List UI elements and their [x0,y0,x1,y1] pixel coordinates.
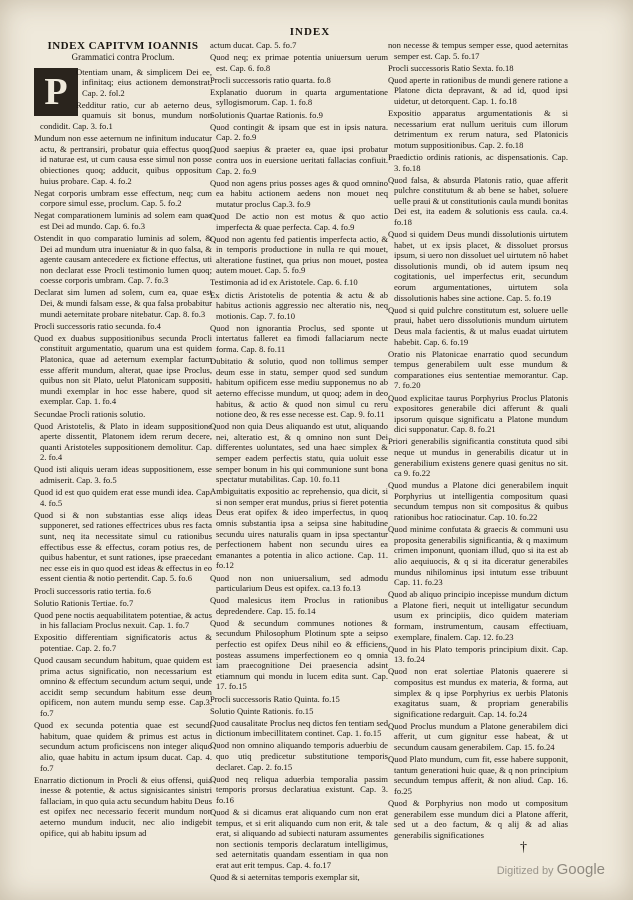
index-subtitle: Grammatici contra Proclum. [71,52,175,62]
cross-mark-icon: † [520,840,527,855]
index-entry: Dubitatio & solutio, quod non tollimus semper deum esse in statu, semper quod sed sundum habitum opificem esse mediu supponemus no ab aeterno effecisse mundum, ut quoq; adem in deo habitus, & actio & quod non simul cu reru notione deo, & res esse necesse est. Cap. 9. fo.11 [210,356,388,420]
index-entry: Quod non ignorantia Proclus, sed sponte ut intertatus falleret ea fimodi fallaciarum necte forma. Cap. 8. fo.11 [210,322,388,355]
index-entry: Quod non non uniuersalium, sed admodu particularium Deus est opifex. ca.13 fo.13 [210,572,388,594]
index-entry: Mundum non esse aeternum ne infinitum inducatur actu, & pertransiri, probatur quia effectus quoq; id naturae est, ut cum causa esse simul non posse obiectiones quoq; adducit, quibus oppositum huius probare. Cap. 4. fo.2 [34,133,212,186]
index-title: INDEX CAPITVM IOANNIS [47,40,199,52]
index-entry: Quod contingit & ipsam que est in ipsis natura. Cap. 2. fo.9 [210,121,388,143]
index-entry: Negat comparationem luminis ad solem eam quae est Dei ad mundo. Cap. 6. fo.3 [34,210,212,231]
index-entry: Quod ex duabus suppositionibus secunda Procli constituit argumentatio, quarum una est quidem Platonica, quae ad aeternum exemplar factum esse afferit mundum, alterat, quae ipse Proclus, quibus non sit Plato, uelut Platonicam suppositi, mundi exemplar in hoc esse habere, quod sit exemplar. Cap. 1. fo.4 [34,332,212,407]
index-entry: Quod pene noctis aequabilitatem potentiae, & actus in his fallaciam Proclus nexuit. Cap. 1. fo.7 [34,609,212,631]
index-entry: Quod minime confutata & graecis & communi usu proposita generabilis significantia, & q maximum crimen imponunt, quoniam illud, quo si ita est ab alio aequiuocis, & q si ita diceratur generabiles mundus nihilominus ipsi intutum esse tribuunt Cap. 11. fo.23 [388,524,568,588]
watermark-brand: Google [556,861,605,878]
index-entry: Quod non agens prius posses ages & quod omnino ea habitu actionem aedens non mouet neq mutatur proclus Cap.3. fo.9 [210,177,388,209]
index-entry: Quod & Porphyrius non modo ut compositum generabilem esse mundum dici a Platone afferit, sed ut a deo factum, & q alij & ad alias generabilis significationes [388,797,568,840]
index-entry: Quod malesicus item Proclus in rationibus depredendere. Cap. 15. fo.14 [210,595,388,616]
index-entry: Ostendit in quo comparatio luminis ad solem, & Dei ad mundum utra inueniatur & in quo falsa, & agente causam antecedere ex fictione effectus, uti non declarat esse Procli testimonio lumen quoq; coesse corporis umbram. Cap. 7. fo.3 [34,233,212,286]
column-entries [388,40,568,840]
index-entry: Quod Proclus mundum a Platone generabilem dici afferit, ut cum gignitur esse habeat, & ut secundum causam generabilem. Cap. 15. fo.24 [388,720,568,752]
column-entries [210,40,388,883]
index-entry: Quod & si aeternitas temporis exemplar sit, [210,872,360,883]
index-entry: Declarat sim lumen ad solem, cum ea, quae est Dei, & mundi falsam esse, & qua falsa probabitur mundi aeternitate probare nitebatur. Cap. 8. fo.3 [34,287,212,319]
index-entry: Otentiam unam, & simplicem Dei ee, infinitaq; eius actionem demonstrat. Cap. 2. fol.2 [76,66,212,98]
digitized-watermark [497,861,605,878]
index-entry: Quod si quid pulchre constitutum est, soluere uelle praui, habet uero dissolutionis mundum uirtutem Deus mala facientis, & ut malus euadat uirtutem habebit. Cap. 6. fo.19 [388,304,568,347]
index-entry: Quod Plato mundum, cum fit, esse habere supponit, tantum generationi huic quae, & q non principium secundum tempus afferit, & non aliud. Cap. 16. fo.25 [388,754,568,796]
index-entry: Procli successoris Ratio Quinta. fo.15 [210,693,340,704]
index-entry: Quod & si dicamus erat aliquando cum non erat tempus, et si erit aliquando cum non erit, & tale erat, si aliquando ad subiecti naturam assumentes non sectionis temporis declaratum intelligimus, sed aeternitatis quandam essentiam in qua non erat aut erit tempus. Cap. 4. fo.17 [210,806,388,870]
index-entry: Testimonia ad id ex Aristotele. Cap. 6. f.10 [210,277,358,288]
index-entry: Quod isti aliquis ueram ideas suppositionem, esse admiserit. Cap. 3. fo.5 [34,464,212,486]
index-column-3 [388,40,568,855]
index-entry: actum ducat. Cap. 5. fo.7 [210,40,297,50]
index-entry: Quod & secundum communes notiones & secundum Philosophum Plotinum spte a seipso perfectio est opifex Deus nihil eo & efficiens, posteas assumens imperfectionem eo q omnia iam praecognitione Dei praesencia adsint etiamnum qui mondu in lucem edita sunt. Cap. 17. fo.15 [210,617,388,692]
index-entry: Solutionis Quartae Rationis. fo.9 [210,109,323,120]
index-entry: Quod causam secundum habitum, quae quidem est prima actus significatio, non necessarium est omnino & effectum secundum actum sequi, unde accidit semp secundum habitum esse deum opificem, non autem mundu semp esse. Cap.3. fo.7 [34,655,212,719]
index-entry: Negat corporis umbram esse effectum, neq; cum corpore simul esse, proclum. Cap. 5. fo.2 [34,187,212,209]
index-entry: Procli successoris ratio quarta. fo.8 [210,74,331,85]
index-entry: Ex dictis Aristotelis de potentia & actu & ab habitus actionis aggressio nec alteratio nis, neq motionis. Cap. 7. fo.10 [210,289,388,321]
index-entry: Quod non erat solertiae Platonis quaerere si compositus est mundus ex materia, & forma, aut simplex & q ipse Porphyrius ex uerbis Platonis exagitatus suam, & propriam generabilis significatione redarguit. Cap. 14. fo.24 [388,666,568,719]
index-entry: Expositio differentiam significatoris actus & potentiae. Cap. 2. fo.7 [34,632,212,653]
index-entry: Quod aperte in rationibus de mundi genere ratione a Platone dicta depravant, & ad id, quod ipsi uidetur, ut detorquent. Cap. 1. fo.18 [388,74,568,106]
index-entry: Quod ex secunda potentia quae est secundi habitum, quae quidem & primus est actus in secundum actum proficiscens non integer aliquo alio, quae habitu in actum ipsum ducat. Cap. 4. fo.7 [34,720,212,773]
index-entry: Priori generabilis significantia constituta quod sibi neque ut mundus in generabilis dicatur ut in generabilium existens genere quasi genitus no sit. ca 9. fo.22 [388,436,568,479]
index-entry: Quod si quidem Deus mundi dissolutionis uirtutem habet, ut ex ipsis placet, & dissoluet prorsus ipsum, si uero non dissoluet uel uirtutem nō habet dissolutionis mundi, ob id autem ipsum neq cogitationis, uel imperfectus erit, secundum eorum argumentationes, uirtutem sola dissolutionis habes sine actione. Cap. 5. fo.19 [388,229,568,303]
decorated-initial-letter: P [34,68,78,116]
index-entry: Solutio Rationis Tertiae. fo.7 [34,597,134,608]
index-entry: Quod causalitate Proclus neq dictos fen tentiam sed dictionum imbecillitatem continet. Cap. 1. fo.15 [210,717,388,739]
index-entry: Quod id est quo quidem erat esse mundi idea. Cap. 4. fo.5 [34,487,212,508]
index-entry: Expositio apparatus argumentationis & si necessarium erat nullum uerituis cum illorum detrimentum ex rerum natura, sed Platonicis motum suppositionibus. Cap. 2. fo.18 [388,108,568,150]
index-entry: Procli successoris ratio secunda. fo.4 [34,320,161,331]
index-entry: Procli successoris Ratio Sexta. fo.18 [388,62,514,73]
index-entry: Quod falsa, & absurda Platonis ratio, quae afferit pulchre constitutum & ab bene se habet, soluere uelle praui & ut constitutionis caula mundi bonitas Dei est, ita eadem & solutionis ess caula. ca.4. fo.18 [388,174,568,227]
watermark-prefix: Digitized by [496,865,554,877]
index-entry: Quod in his Plato temporis principium dixit. Cap. 13. fo.24 [388,643,568,665]
index-entry: Procli successoris ratio tertia. fo.6 [34,585,151,596]
column-entries [34,67,212,839]
index-entry: Explanatio duorum in quarta argumentatione syllogismorum. Cap. 1. fo.8 [210,86,388,108]
index-entry: Oratio nis Platonicae enarratio quod secundum tempus generabilem uult esse mundum & comparationes eius sententiae memorantur. Cap. 7. fo.20 [388,348,568,391]
index-entry: Redditur ratio, cur ab aeterno deus, quamuis sit bonus, mundum non condidit. Cap. 3. fo.1 [40,99,212,132]
index-entry: Quod De actio non est motus & quo actio imperfecta & quae perfecta. Cap. 4. fo.9 [210,210,388,232]
index-entry: Quod explicitae taurus Porphyrius Proclus Platonis expositores generabile dici afferunt & quali ipsorum quisque significatu a Platone mundum dici supponatur. Cap. 8. fo.21 [388,392,568,435]
index-entry: Ambiguitatis expositio ac reprehensio, qua dicit, si si non semper erat mundus, prius si fieret potentia Deus erat opifex & ideo imperfectus, in quoq omnis substantia ipsa a seipsa sine habitudine secundu uires naturalis quam in ipsa spectantur perfectionem habent non secundu uires ea emanantes a potentia in alico actione. Cap. 11. fo.12 [210,486,388,571]
index-entry: Quod Aristotelis, & Plato in ideam suppositione aperte dissentit, Platonem idem rerum decere, quanti Aristoteles suppositionem demolitur. Cap. 2. fo.4 [34,420,212,463]
index-entry: Solutio Quinte Rationis. fo.15 [210,705,314,716]
index-entry: non necesse & tempus semper esse, quod aeternitas semper est. Cap. 5. fo.17 [388,40,568,61]
index-entry: Enarratio dictionum in Procli & eius offensi, quia inesse & potentie, & actus signisicantes sinistri fallaciam, in quo quia actu secundum habitu Deus est opifex nec necessario fecerit mundum non aeterno mundum inducit, nec alio indigebit opifice, qui ab habitu ipsum ad [34,774,212,838]
index-entry: Quod mundus a Platone dici generabilem inquit Porphyrius ut intelligentia compositum quasi secundum tempus non sit compositus & quibus rationibus hoc ratiocinatur. Cap. 10. fo.22 [388,480,568,523]
index-entry: Praedictio ordinis rationis, ac dispensationis. Cap. 3. fo.18 [388,151,568,173]
index-entry: Quod si & non substantias esse aliqs ideas supponeret, sed rationes effectrices ubus res facta sunt, neq ita necessitate simul cu rationibus effectibus esse & effectus, coram potius res, de quibus habentur, et sunt rationes, ipse praecedant nec esse eis in quo quod est ideas & effectus in eo essent cientia & notio pertendit. Cap. 5. fo.6 [34,509,212,584]
index-entry: Quod ab aliquo principio incepisse mundum dictum a Platone fieri, nequit ut intelligatur secundum usum ex principiis, dico quidem materiam formam, instrumentum, causam effectiuam, exemplare, finalem. Cap. 12. fo.23 [388,589,568,642]
running-head: INDEX [289,26,331,38]
index-entry: Quod saepius & praeter ea, quae ipsi probatur contra uos in euersione ueritati fallacias confiuit. Cap. 2. fo.9 [210,144,388,176]
index-entry: Quod non agentu fed patientis imperfecta actio, & in temporis productione in nulla re qui mouet, alteratione fustinet, qua prius non mouet, postea autem mouet. Cap. 5. fo.9 [210,233,388,276]
index-column-1 [34,40,212,855]
index-column-2 [210,40,388,883]
first-entry-block [34,67,212,839]
index-entry: Quod non omnino aliquando temporis aduerbiu de quo utiq predicetur substitutione temporis declaret. Cap. 2. fo.15 [210,740,388,772]
index-entry: Quod neq; ex primae potentia uniuersum uerum est. Cap. 6. fo.8 [210,52,388,73]
index-entry: Quod non quia Deus aliquando est utut, aliquando nei, alteratio est, & q omnino non sunt Dei differentes uoluntates, sed una haec simplex & semper eadem perfectis statu, quia uoluit esse semper bonum in his qui communione sunt bona spectatur mutabilitas. Cap. 10. fo.11 [210,421,388,485]
index-entry: Secundae Procli rationis solutio. [34,408,146,419]
index-entry: Quod neq reliqua aduerbia temporalia passim temporis prorsus declaratiua existunt. Cap. 3. fo.16 [210,773,388,805]
